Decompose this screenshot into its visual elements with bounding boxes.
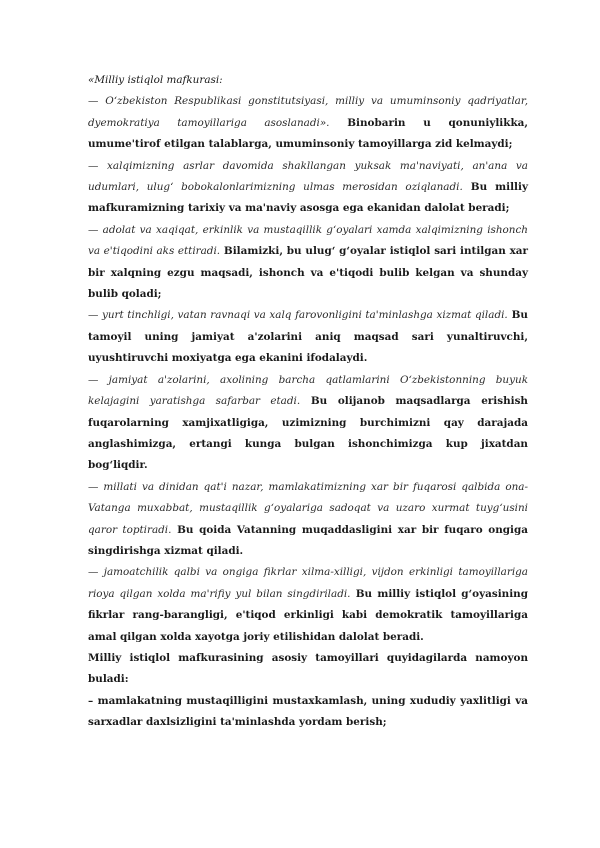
principle-italic-3: — adolat va xaqiqat, erkinlik va mustaqillik g‘oyalari xamda xalqimizning ishonch va e'tiqodini aks ettiradi. [88, 223, 528, 258]
intro-line: «Milliy istiqlol mafkurasi: [88, 74, 223, 86]
principle-bold-7: Bu milliy istiqlol g‘oyasining fikrlar rang-barangligi, e'tiqod erkinligi kabi demokratik tamoyillariga amal qilgan xolda xayotga joriy etilishidan dalolat beradi. [88, 587, 528, 643]
list-item-1: – mamlakatning mustaqilligini mustaxkamlash, uning xududiy yaxlitligi va sarxadlar daxlsizligini ta'minlashda yordam berish; [88, 694, 528, 729]
principle-bold-6: Bu qoida Vatanning muqaddasligini xar bir fuqaro ongiga singdirishga xizmat qiladi. [88, 523, 528, 557]
principle-italic-5: — jamiyat a'zolarini, axolining barcha qatlamlarini O‘zbekistonning buyuk kelajagini yaratishga safarbar etadi. [88, 373, 528, 408]
principle-paragraph-5 [88, 370, 528, 477]
principle-bold-3: Bilamizki, bu ulug‘ g‘oyalar istiqlol sari intilgan xar bir xalqning ezgu maqsadi, ishonch va e'tiqodi bulib kelgan va shunday bulib qoladi; [88, 245, 528, 301]
document-page [88, 70, 528, 734]
principle-paragraph-7 [88, 562, 528, 648]
principle-italic-2: — xalqimizning asrlar davomida shakllangan yuksak ma'naviyati, an'ana va udumlari, ulug‘ bobokalonlarimizning ulmas merosidan oziqlanadi. [88, 159, 528, 194]
principle-paragraph-1 [88, 91, 528, 155]
principle-italic-7: — jamoatchilik qalbi va ongiga fikrlar xilma-xilligi, vijdon erkinligi tamoyillariga rioya qilgan xolda ma'rifiy yul bilan singdiriladi. [88, 566, 528, 600]
principle-bold-2: Bu milliy mafkuramizning tarixiy va ma'naviy asosga ega ekanidan dalolat beradi; [88, 181, 528, 215]
principle-italic-4: — yurt tinchligi, vatan ravnaqi va xalq farovonligini ta'minlashga xizmat qiladi. [88, 309, 508, 322]
principle-paragraph-3 [88, 220, 528, 306]
principle-paragraph-4 [88, 305, 528, 369]
principle-bold-4: Bu tamoyil uning jamiyat a'zolarini aniq maqsad sari yunaltiruvchi, uyushtiruvchi moxiyatga ega ekanini ifodalaydi. [88, 309, 528, 365]
principle-italic-1: — O‘zbekiston Respublikasi gonstitutsiyasi, milliy va umuminsoniy qadriyatlar, dyemokratiya tamoyillariga asoslanadi». [88, 95, 528, 129]
principle-italic-6: — millati va dinidan qat'i nazar, mamlakatimizning xar bir fuqarosi qalbida ona-Vatanga muxabbat, mustaqillik g‘oyalariga sadoqat va uzaro xurmat tuyg‘usini qaror toptiradi. [88, 480, 528, 536]
principle-bold-5: Bu olijanob maqsadlarga erishish fuqarolarning xamjixatligiga, uzimizning burchimizni qay darajada anglashimizga, ertangi kunga bulgan ishonchimizga kup jixatdan bog‘liqdir. [88, 395, 528, 472]
principle-bold-1: Binobarin u qonuniylikka, umume'tirof etilgan talablarga, umuminsoniy tamoyillarga zid kelmaydi; [88, 116, 528, 151]
principle-paragraph-6 [88, 477, 528, 563]
principle-paragraph-2 [88, 156, 528, 220]
summary-paragraph: Milliy istiqlol mafkurasining asosiy tamoyillari quyidagilarda namoyon buladi: [88, 651, 528, 686]
